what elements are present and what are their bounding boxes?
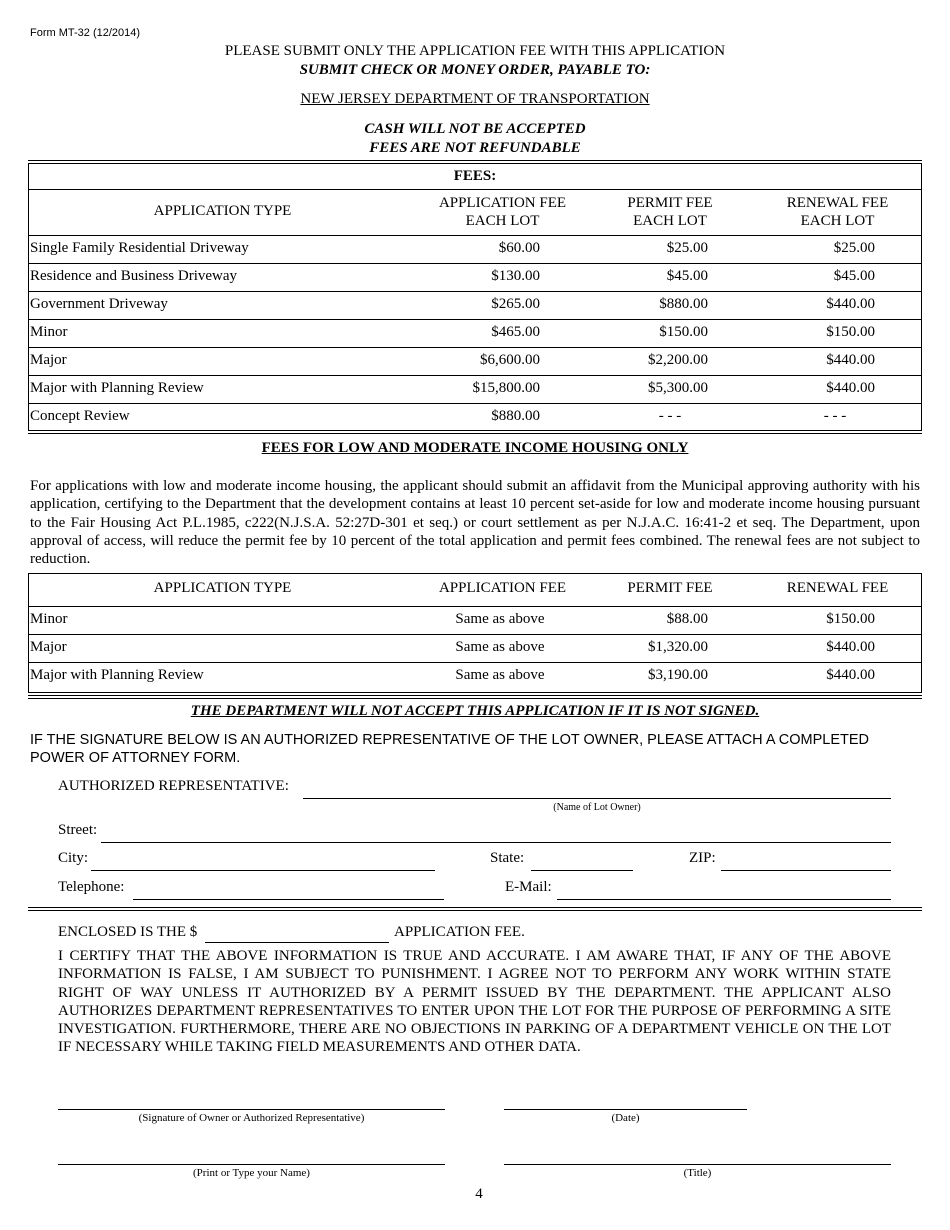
header-line2: SUBMIT CHECK OR MONEY ORDER, PAYABLE TO: <box>299 62 651 78</box>
low-income-paragraph: For applications with low and moderate income housing, the applicant should submit an affidavit from the Municipal approving authority with his application, certifying to the Department that the development contains at least 10 percent set-aside for low and moderate income housing pursuant to the Fair Housing Act P.L.1985, c222(N.J.S.A. 52:27D-301 et seq.) or court settlement as per N.J.A.C. 16:41-2 et seq. The Department, upon approval of access, will reduce the permit fee by 10 percent of the total application and permit fees combined. The renewal fees are not subject to reduction. <box>30 478 920 568</box>
city-label: City: <box>58 850 89 866</box>
signature-input[interactable] <box>58 1109 445 1110</box>
li-col-app: APPLICATION FEE <box>438 580 567 596</box>
payee: NEW JERSEY DEPARTMENT OF TRANSPORTATION <box>300 91 650 107</box>
li-col-permit: PERMIT FEE <box>627 580 713 596</box>
header-line1: PLEASE SUBMIT ONLY THE APPLICATION FEE WITH THIS APPLICATION <box>224 43 726 59</box>
print-name-input[interactable] <box>58 1164 445 1165</box>
date-caption: (Date) <box>611 1112 640 1124</box>
state-input[interactable] <box>531 870 633 871</box>
email-label: E-Mail: <box>505 879 552 895</box>
fees-col-renew: RENEWAL FEE EACH LOT <box>786 195 889 229</box>
fees-caption: FEES: <box>453 168 497 184</box>
fees-table-top-rule <box>28 160 922 164</box>
fees-col-app: APPLICATION FEE EACH LOT <box>438 195 567 229</box>
cash-notice: CASH WILL NOT BE ACCEPTED <box>364 121 586 137</box>
li-col-type: APPLICATION TYPE <box>153 580 292 596</box>
title-input[interactable] <box>504 1164 891 1165</box>
date-input[interactable] <box>504 1109 747 1110</box>
authorized-rep-label: AUTHORIZED REPRESENTATIVE: <box>58 778 289 794</box>
zip-label: ZIP: <box>689 850 716 866</box>
street-input[interactable] <box>101 842 891 843</box>
fees-col-type: APPLICATION TYPE <box>153 203 292 219</box>
enclosed-label: ENCLOSED IS THE $ <box>58 924 198 940</box>
refund-notice: FEES ARE NOT REFUNDABLE <box>369 140 581 156</box>
low-income-bottom-rule <box>28 695 922 699</box>
fees-col-permit: PERMIT FEE EACH LOT <box>627 195 713 229</box>
enclosed-suffix: APPLICATION FEE. <box>394 924 525 940</box>
print-name-caption: (Print or Type your Name) <box>193 1167 310 1179</box>
city-input[interactable] <box>91 870 435 871</box>
fee-amount-input[interactable] <box>205 942 389 943</box>
signature-caption: (Signature of Owner or Authorized Representative) <box>138 1112 365 1124</box>
street-label: Street: <box>58 822 98 838</box>
fees-table-bottom-rule <box>28 430 922 434</box>
telephone-input[interactable] <box>133 899 444 900</box>
telephone-label: Telephone: <box>58 879 125 895</box>
form-id: Form MT-32 (12/2014) <box>30 27 141 39</box>
certification-text: I CERTIFY THAT THE ABOVE INFORMATION IS TRUE AND ACCURATE. I AM AWARE THAT, IF ANY OF THE ABOVE INFORMATION IS FALSE, I AM SUBJECT TO PUNISHMENT. I AGREE NOT TO PERFORM ANY WORK WITHIN STATE RIGHT OF WAY UNLESS IT AUTHORIZED BY A PERMIT ISSUED BY THE DEPARTMENT. THE APPLICANT ALSO AUTHORIZES DEPARTMENT REPRESENTATIVES TO ENTER UPON THE LOT FOR THE PURPOSE OF PERFORMING A SITE INVESTIGATION. FURTHERMORE, THERE ARE NO OBJECTIONS IN PARKING OF A DEPARTMENT VEHICLE ON THE LOT IF NECESSARY WHILE TAKING FIELD MEASUREMENTS AND OTHER DATA. <box>58 948 891 1056</box>
low-income-title: FEES FOR LOW AND MODERATE INCOME HOUSING ONLY <box>261 440 689 456</box>
email-input[interactable] <box>557 899 891 900</box>
li-col-renew: RENEWAL FEE <box>786 580 889 596</box>
signature-notice: THE DEPARTMENT WILL NOT ACCEPT THIS APPLICATION IF IT IS NOT SIGNED. <box>190 703 760 719</box>
rep-notice: IF THE SIGNATURE BELOW IS AN AUTHORIZED REPRESENTATIVE OF THE LOT OWNER, PLEASE ATTACH A COMPLETED POWER OF ATTORNEY FORM. <box>30 732 870 766</box>
page-number: 4 <box>475 1186 483 1202</box>
state-label: State: <box>490 850 525 866</box>
name-of-owner-caption: (Name of Lot Owner) <box>553 802 641 813</box>
authorized-rep-input[interactable] <box>303 798 891 799</box>
title-caption: (Title) <box>683 1167 712 1179</box>
fields-bottom-rule <box>28 907 922 911</box>
zip-input[interactable] <box>721 870 891 871</box>
